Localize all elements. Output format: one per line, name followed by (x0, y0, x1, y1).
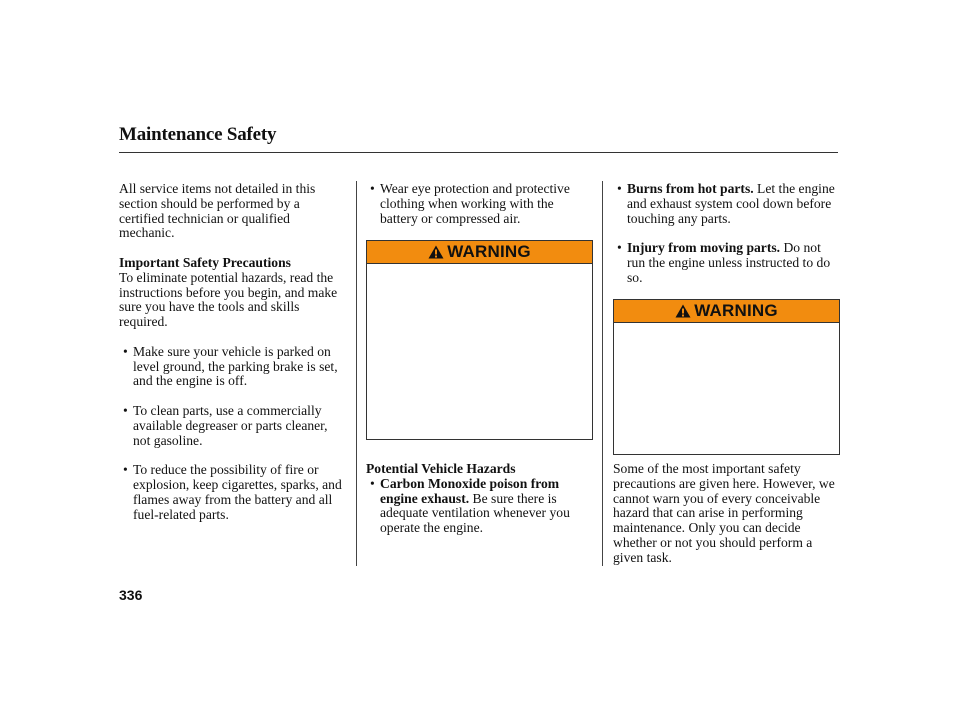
bullet-text: To reduce the possibility of fire or explosion, keep cigarettes, sparks, and flames away from the battery and all fuel-related parts. (133, 462, 342, 522)
co-text: Be sure there is adequate ventilation whenever you operate the engine. (380, 490, 570, 536)
column-3-lower (613, 462, 843, 566)
hazards-heading: Potential Vehicle Hazards (366, 461, 516, 476)
bullet-dot: • (370, 181, 375, 196)
bullet-dot: • (123, 343, 128, 359)
injury-text: Do not run the engine unless instructed to do so. (627, 240, 831, 285)
burns-text: Let the engine and exhaust system cool down before touching any parts. (627, 181, 835, 226)
intro-paragraph: All service items not detailed in this section should be performed by a certified technician or qualified mechanic. (119, 181, 316, 241)
warning-triangle-icon (675, 304, 691, 318)
bullet-text: Make sure your vehicle is parked on level ground, the parking brake is set, and the engine is off. (133, 343, 338, 389)
title-rule (119, 152, 838, 153)
column-2 (366, 182, 594, 226)
column-divider-2 (602, 181, 603, 566)
bullet-text: Wear eye protection and protective clothing when working with the battery or compressed air. (380, 181, 570, 226)
column-2-lower (366, 462, 594, 536)
page-number: 336 (119, 587, 143, 603)
precautions-heading: Important Safety Precautions (119, 254, 291, 270)
bullet-dot: • (123, 402, 128, 418)
warning-triangle-icon (428, 245, 444, 259)
warning-box-1 (366, 240, 593, 440)
bullet-item (366, 477, 594, 536)
warning-label: WARNING (694, 301, 778, 320)
warning-header (614, 300, 839, 323)
column-3 (613, 182, 841, 286)
bullet-item (119, 404, 347, 448)
column-1 (119, 182, 347, 522)
bullet-item (119, 345, 347, 389)
bullet-item (613, 241, 841, 285)
warning-label: WARNING (447, 242, 531, 261)
co-heading: Carbon Monoxide poison from engine exhaust. (380, 475, 560, 506)
bullet-dot: • (617, 181, 622, 196)
page-title: Maintenance Safety (119, 124, 277, 145)
warning-header (367, 241, 592, 264)
bullet-text: To clean parts, use a commercially available degreaser or parts cleaner, not gasoline. (133, 402, 328, 448)
burns-heading: Burns from hot parts. (627, 181, 754, 196)
warning-box-2 (613, 299, 840, 455)
column-divider-1 (356, 181, 357, 566)
closing-paragraph: Some of the most important safety precautions are given here. However, we cannot warn you of every conceivable hazard that can arise in performing maintenance. Only you can decide whether or not you should perform a given task. (613, 461, 835, 565)
bullet-item (119, 463, 347, 522)
bullet-item (613, 182, 841, 226)
bullet-dot: • (123, 462, 128, 478)
injury-heading: Injury from moving parts. (627, 240, 781, 256)
precautions-text: To eliminate potential hazards, read the instructions before you begin, and make sure you have the tools and skills required. (119, 269, 338, 330)
bullet-dot: • (617, 240, 622, 256)
bullet-dot: • (370, 475, 375, 491)
bullet-item (366, 182, 594, 226)
